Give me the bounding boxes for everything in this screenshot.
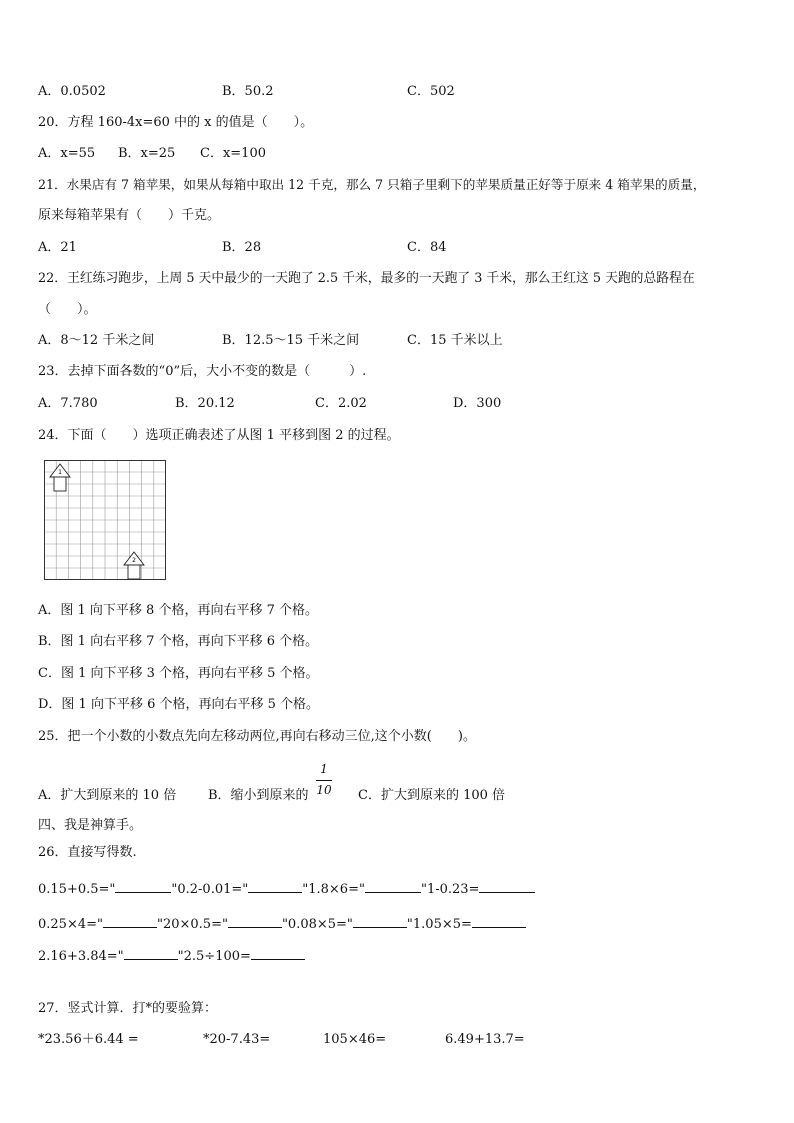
q23-question: 23．去掉下面各数的“0”后，大小不变的数是（ ）. xyxy=(38,364,367,379)
q26-r2-expr-4: "1.05×5= xyxy=(406,917,472,932)
q27-item-2: *20-7.43= xyxy=(203,1032,271,1047)
figure-1-house xyxy=(50,464,70,491)
q26-r3-expr-2: "2.5÷100= xyxy=(177,949,251,964)
q23-option-a: A．7.780 xyxy=(38,396,98,411)
q26-question: 26．直接写得数. xyxy=(38,845,137,860)
q25-question: 25．把一个小数的小数点先向左移动两位,再向右移动三位,这个小数( )。 xyxy=(38,729,476,744)
q22-question-line2: （ ）。 xyxy=(38,302,97,317)
q26-r1-expr-1: 0.15+0.5=" xyxy=(38,882,116,897)
answer-blank[interactable] xyxy=(251,947,305,960)
q22-option-b: B．12.5～15 千米之间 xyxy=(222,333,360,348)
grid-svg xyxy=(44,460,166,580)
q21-question-line2: 原来每箱苹果有（ ）千克。 xyxy=(38,208,221,223)
q24-option-c: C．图 1 向下平移 3 个格，再向右平移 5 个格。 xyxy=(38,666,319,681)
figure-1-label: 1 xyxy=(58,469,62,476)
answer-blank[interactable] xyxy=(124,947,178,960)
figure-2-label: 2 xyxy=(132,557,136,564)
answer-blank[interactable] xyxy=(479,880,535,893)
q25-option-a: A．扩大到原来的 10 倍 xyxy=(38,788,177,803)
q23-option-c: C．2.02 xyxy=(315,396,367,411)
translation-grid-figure xyxy=(44,460,166,580)
q26-r2-expr-3: "0.08×5=" xyxy=(281,917,353,932)
q21-option-c: C．84 xyxy=(407,240,447,255)
q22-question-line1: 22．王红练习跑步，上周 5 天中最少的一天跑了 2.5 千米，最多的一天跑了 3 千米，那么王红这 5 天跑的总路程在 xyxy=(38,271,695,286)
q24-question: 24．下面（ ）选项正确表述了从图 1 平移到图 2 的过程。 xyxy=(38,428,400,443)
answer-blank[interactable] xyxy=(365,880,421,893)
q20-question: 20．方程 160-4x=60 中的 x 的值是（ ）。 xyxy=(38,115,314,130)
q27-item-3: 105×46= xyxy=(323,1032,387,1047)
q23-option-d: D．300 xyxy=(453,396,502,411)
q21-option-b: B．28 xyxy=(222,240,262,255)
q26-row-3 xyxy=(38,947,305,965)
q26-r1-expr-3: "1.8×6=" xyxy=(302,882,365,897)
answer-blank[interactable] xyxy=(248,880,302,893)
answer-blank[interactable] xyxy=(228,915,282,928)
q25-option-b: B．缩小到原来的 xyxy=(208,788,309,803)
q27-item-1: *23.56＋6.44 = xyxy=(38,1032,139,1047)
q25-option-c: C．扩大到原来的 100 倍 xyxy=(358,788,506,803)
q19-option-b: B．50.2 xyxy=(222,84,274,99)
q20-option-a: A．x=55 xyxy=(38,146,96,161)
q21-option-a: A．21 xyxy=(38,240,77,255)
q22-option-c: C．15 千米以上 xyxy=(407,333,503,348)
q24-option-a: A．图 1 向下平移 8 个格，再向右平移 7 个格。 xyxy=(38,603,318,618)
fraction-numerator: 1 xyxy=(320,762,328,776)
q24-option-d: D．图 1 向下平移 6 个格，再向右平移 5 个格。 xyxy=(38,697,320,712)
q21-question-line1: 21．水果店有 7 箱苹果，如果从每箱中取出 12 千克，那么 7 只箱子里剩下的苹果质量正好等于原来 4 箱苹果的质量， xyxy=(38,177,706,192)
q26-r1-expr-2: "0.2-0.01=" xyxy=(171,882,249,897)
q26-r2-expr-2: "20×0.5=" xyxy=(156,917,228,932)
q23-option-b: B．20.12 xyxy=(175,396,235,411)
q26-r1-expr-4: "1-0.23= xyxy=(420,882,480,897)
q26-r2-expr-1: 0.25×4=" xyxy=(38,917,103,932)
q26-r3-expr-1: 2.16+3.84=" xyxy=(38,949,124,964)
q26-row-1 xyxy=(38,880,535,898)
q26-row-2 xyxy=(38,915,526,933)
answer-blank[interactable] xyxy=(472,915,526,928)
q20-option-b: B．x=25 xyxy=(118,146,176,161)
fraction-denominator: 10 xyxy=(316,783,332,797)
fraction-bar xyxy=(316,780,332,781)
q27-item-4: 6.49+13.7= xyxy=(445,1032,525,1047)
q19-option-c: C．502 xyxy=(407,84,455,99)
section-4-title: 四、我是神算手。 xyxy=(38,818,143,833)
answer-blank[interactable] xyxy=(115,880,171,893)
q22-option-a: A．8～12 千米之间 xyxy=(38,333,155,348)
q27-question: 27．竖式计算．打*的要验算： xyxy=(38,1001,218,1016)
answer-blank[interactable] xyxy=(103,915,157,928)
q24-option-b: B．图 1 向右平移 7 个格，再向下平移 6 个格。 xyxy=(38,634,319,649)
q20-option-c: C．x=100 xyxy=(200,146,266,161)
q19-option-a: A．0.0502 xyxy=(38,84,106,99)
answer-blank[interactable] xyxy=(353,915,407,928)
